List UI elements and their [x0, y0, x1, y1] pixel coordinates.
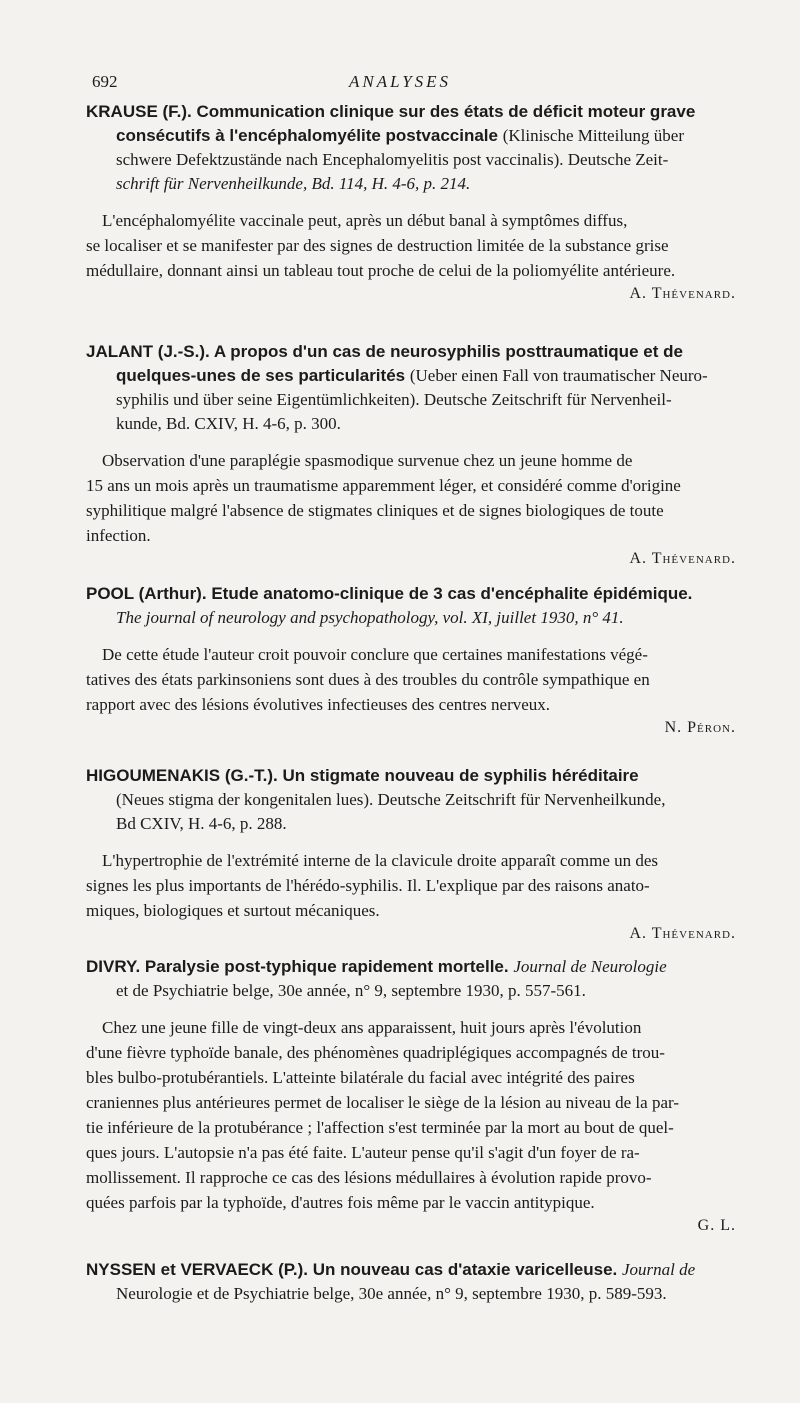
abstract-entry-pool: [86, 582, 776, 737]
author: NYSSEN et VERVAECK (P.).: [86, 1260, 309, 1279]
body-line: bles bulbo-protubérantiels. L'atteinte bilatérale du facial avec intégrité des paires: [86, 1068, 635, 1087]
entry-body: [86, 1015, 776, 1215]
abstract-entry-nyssen-vervaeck: [86, 1258, 776, 1306]
entry-heading: [86, 955, 776, 1003]
abstract-entry-divry: [86, 955, 776, 1235]
entry-heading: [86, 340, 776, 436]
entry-body: [86, 208, 776, 283]
source-line: Journal de Neurologie: [513, 957, 667, 976]
abstract-entry-jalant: [86, 340, 776, 568]
abstract-entry-higoumenakis: [86, 764, 776, 943]
signature: A. Thévenard.: [629, 285, 736, 302]
body-line: ques jours. L'autopsie n'a pas été faite. L'auteur pense qu'il s'agit d'un foyer de ra-: [86, 1143, 640, 1162]
entry-body: [86, 448, 776, 548]
title-line: Paralysie post-typhique rapidement mortelle.: [144, 957, 509, 976]
source-line: syphilis und über seine Eigentümlichkeiten). Deutsche Zeitschrift für Nervenheil-: [116, 390, 672, 409]
entry-heading: [86, 582, 776, 630]
body-line: craniennes plus antérieures permet de localiser le siège de la lésion au niveau de la par-: [86, 1093, 679, 1112]
signature: N. Péron.: [664, 719, 736, 736]
source-line: schwere Defektzustände nach Encephalomyelitis post vaccinalis). Deutsche Zeit-: [116, 150, 669, 169]
source-line: (Ueber einen Fall von traumatischer Neuro-: [409, 366, 708, 385]
source-line: The journal of neurology and psychopathology, vol. XI, juillet 1930, n° 41.: [116, 608, 624, 627]
running-head: ANALYSES: [348, 72, 452, 91]
body-line: 15 ans un mois après un traumatisme apparemment léger, et considéré comme d'origine: [86, 476, 681, 495]
body-line: tatives des états parkinsoniens sont dues à des troubles du contrôle sympathique en: [86, 670, 650, 689]
source-line: kunde, Bd. CXIV, H. 4-6, p. 300.: [116, 414, 341, 433]
body-line: mollissement. Il rapproche ce cas des lésions médullaires à évolution rapide provo-: [86, 1168, 652, 1187]
entry-heading: [86, 764, 776, 836]
signature: A. Thévenard.: [629, 925, 736, 942]
signature: G. L.: [697, 1217, 736, 1234]
entry-body: [86, 642, 776, 717]
title-line: quelques-unes de ses particularités: [116, 366, 406, 385]
body-line: De cette étude l'auteur croit pouvoir conclure que certaines manifestations végé-: [102, 645, 648, 664]
body-line: L'hypertrophie de l'extrémité interne de la clavicule droite apparaît comme un des: [102, 851, 659, 870]
author: KRAUSE (F.).: [86, 102, 192, 121]
entry-heading: [86, 1258, 776, 1306]
body-line: infection.: [86, 526, 151, 545]
author: JALANT (J.-S.).: [86, 342, 210, 361]
body-line: Chez une jeune fille de vingt-deux ans apparaissent, huit jours après l'évolution: [102, 1018, 642, 1037]
body-line: se localiser et se manifester par des signes de destruction limitée de la substance grise: [86, 236, 669, 255]
source-line: et de Psychiatrie belge, 30e année, n° 9, septembre 1930, p. 557-561.: [116, 981, 586, 1000]
body-line: rapport avec des lésions évolutives infectieuses des centres nerveux.: [86, 695, 551, 714]
title-line: Un stigmate nouveau de syphilis héréditaire: [282, 766, 639, 785]
body-line: quées parfois par la typhoïde, d'autres fois même par le vaccin antitypique.: [86, 1193, 595, 1212]
title-line: A propos d'un cas de neurosyphilis posttraumatique et de: [213, 342, 683, 361]
title-line: Etude anatomo-clinique de 3 cas d'encéphalite épidémique.: [211, 584, 693, 603]
abstract-entry-krause: [86, 100, 776, 303]
body-line: L'encéphalomyélite vaccinale peut, après un début banal à symptômes diffus,: [102, 211, 628, 230]
source-line: schrift für Nervenheilkunde, Bd. 114, H. 4-6, p. 214.: [116, 174, 471, 193]
author: HIGOUMENAKIS (G.-T.).: [86, 766, 278, 785]
source-line: Bd CXIV, H. 4-6, p. 288.: [116, 814, 287, 833]
entry-heading: [86, 100, 776, 196]
source-line: Journal de: [622, 1260, 696, 1279]
page-number: 692: [92, 72, 118, 91]
source-line: (Klinische Mitteilung über: [502, 126, 685, 145]
title-line: consécutifs à l'encéphalomyélite postvaccinale: [116, 126, 498, 145]
body-line: médullaire, donnant ainsi un tableau tout proche de celui de la poliomyélite antérieure.: [86, 261, 676, 280]
body-line: d'une fièvre typhoïde banale, des phénomènes quadriplégiques accompagnés de trou-: [86, 1043, 665, 1062]
title-line: Un nouveau cas d'ataxie varicelleuse.: [312, 1260, 618, 1279]
body-line: Observation d'une paraplégie spasmodique survenue chez un jeune homme de: [102, 451, 633, 470]
body-line: syphilitique malgré l'absence de stigmates cliniques et de signes biologiques de toute: [86, 501, 664, 520]
source-line: Neurologie et de Psychiatrie belge, 30e année, n° 9, septembre 1930, p. 589-593.: [116, 1284, 667, 1303]
body-line: miques, biologiques et surtout mécaniques.: [86, 901, 380, 920]
author: DIVRY.: [86, 957, 141, 976]
source-line: (Neues stigma der kongenitalen lues). Deutsche Zeitschrift für Nervenheilkunde,: [116, 790, 666, 809]
body-line: tie inférieure de la protubérance ; l'affection s'est terminée par la mort au bout de quel-: [86, 1118, 674, 1137]
signature: A. Thévenard.: [629, 550, 736, 567]
title-line: Communication clinique sur des états de déficit moteur grave: [196, 102, 696, 121]
body-line: signes les plus importants de l'hérédo-syphilis. Il. L'explique par des raisons anato-: [86, 876, 650, 895]
entry-body: [86, 848, 776, 923]
author: POOL (Arthur).: [86, 584, 207, 603]
